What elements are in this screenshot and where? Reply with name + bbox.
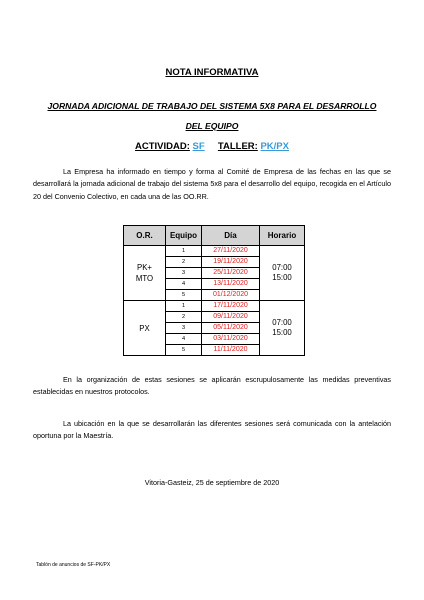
taller-value: PK/PX (260, 141, 289, 152)
equipo-cell: 3 (166, 323, 202, 334)
equipo-cell: 1 (166, 301, 202, 312)
dia-cell: 03/11/2020 (202, 334, 260, 345)
dia-cell: 09/11/2020 (202, 312, 260, 323)
group-or-cell (124, 301, 166, 356)
horario-cell (260, 246, 305, 301)
signature-date: Vitoria-Gasteiz, 25 de septiembre de 2020 (144, 478, 280, 487)
header-equipo: Equipo (166, 226, 202, 246)
equipo-cell: 4 (166, 279, 202, 290)
group-or-line1: PX (139, 323, 150, 333)
group-or-line2: MTO (135, 274, 154, 283)
header-horario: Horario (260, 226, 305, 246)
horario-line2: 15:00 (272, 273, 292, 282)
dia-cell: 19/11/2020 (202, 257, 260, 268)
paragraph-measures (33, 374, 391, 399)
document-subtitle: JORNADA ADICIONAL DE TRABAJO DEL SISTEMA 5X8 PARA EL DESARROLLO DEL EQUIPO (47, 101, 377, 131)
header-dia: Día (202, 226, 260, 246)
horario-line1: 07:00 (272, 263, 292, 272)
paragraph-intro (33, 166, 391, 203)
horario-line2: 15:00 (272, 328, 292, 337)
activity-line (0, 141, 424, 152)
footer-note: Tablón de anuncios de SF-PK/PX (36, 562, 111, 568)
paragraph-measures-text: En la organización de estas sesiones se aplicarán escrupulosamente las medidas preventivas establecidas en nuestros protocolos. (33, 375, 391, 397)
dia-cell: 25/11/2020 (202, 268, 260, 279)
taller-label: TALLER: (217, 141, 258, 152)
dia-cell: 01/12/2020 (202, 290, 260, 301)
equipo-cell: 3 (166, 268, 202, 279)
horario-cell (260, 301, 305, 356)
group-or-cell (124, 246, 166, 301)
equipo-cell: 2 (166, 257, 202, 268)
equipo-cell: 5 (166, 290, 202, 301)
schedule-table (123, 225, 305, 356)
document-title: NOTA INFORMATIVA (165, 67, 259, 78)
equipo-cell: 1 (166, 246, 202, 257)
table-row (124, 246, 305, 257)
equipo-cell: 4 (166, 334, 202, 345)
dia-cell: 11/11/2020 (202, 345, 260, 356)
equipo-cell: 2 (166, 312, 202, 323)
dia-cell: 27/11/2020 (202, 246, 260, 257)
activity-label: ACTIVIDAD: (135, 141, 190, 152)
group-or-line1: PK+ (137, 263, 152, 272)
table-header-row (124, 226, 305, 246)
dia-cell: 13/11/2020 (202, 279, 260, 290)
dia-cell: 17/11/2020 (202, 301, 260, 312)
header-or: O.R. (124, 226, 166, 246)
paragraph-location (33, 418, 391, 443)
table-row (124, 301, 305, 312)
paragraph-location-text: La ubicación en la que se desarrollarán las diferentes sesiones será comunicada con la antelación oportuna por la Maestría. (33, 419, 391, 441)
paragraph-intro-text: La Empresa ha informado en tiempo y forma al Comité de Empresa de las fechas en las que se desarrollará la jornada adicional de trabajo del sistema 5x8 para el desarrollo del equipo, recogida en el Artículo 20 del Convenio Colectivo, en cada una de las OO.RR. (33, 167, 391, 201)
equipo-cell: 5 (166, 345, 202, 356)
dia-cell: 05/11/2020 (202, 323, 260, 334)
horario-line1: 07:00 (272, 318, 292, 327)
activity-value: SF (192, 141, 205, 152)
